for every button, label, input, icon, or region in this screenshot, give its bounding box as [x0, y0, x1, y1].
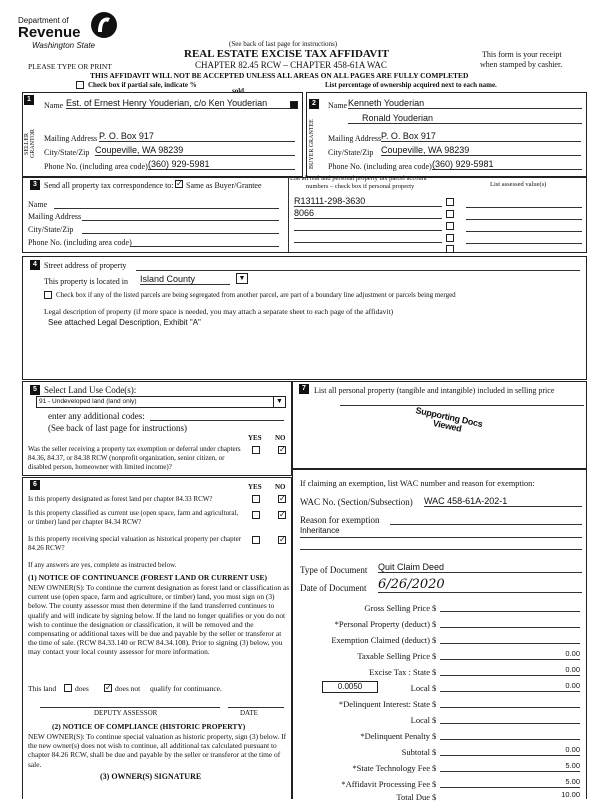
s5-see-back: (See back of last page for instructions)	[48, 423, 187, 433]
local-dollar: $	[432, 683, 437, 693]
seller-mailing-label: Mailing Address	[44, 134, 98, 143]
receipt-note-2: when stamped by cashier.	[480, 60, 563, 69]
land-use-chevron-down-icon[interactable]: ▼	[273, 397, 285, 407]
total-due-value[interactable]: 10.00	[561, 790, 580, 799]
personal-label: *Personal Property (deduct)	[334, 619, 430, 629]
dept-line2: Revenue	[18, 24, 81, 41]
pct-ownership-note: List percentage of ownership acquired next to each name.	[325, 81, 497, 89]
same-as-buyer-label: Same as Buyer/Grantee	[186, 181, 262, 190]
subtotal-label: Subtotal	[401, 747, 430, 757]
q2-yes-checkbox[interactable]	[252, 511, 260, 519]
date-line[interactable]	[228, 707, 284, 708]
s3-mailing-label: Mailing Address	[28, 212, 82, 221]
sold-label: sold.	[232, 87, 246, 95]
state-dollar: $	[432, 667, 437, 677]
deputy-assessor-label: DEPUTY ASSESSOR	[94, 709, 158, 717]
parcel-header-2: numbers – check box if personal property	[306, 183, 415, 190]
personal-dollar: $	[432, 619, 437, 629]
seller-name-dropdown-icon[interactable]	[290, 101, 298, 109]
buyer-mailing-field[interactable]: P. O. Box 917	[381, 131, 581, 142]
gross-dollar: $	[432, 603, 437, 613]
parcel-5-checkbox[interactable]	[446, 245, 454, 253]
does-label: does	[75, 684, 89, 693]
excise-state-label: Excise Tax : State	[369, 667, 430, 677]
tech-fee-dollar: $	[432, 763, 437, 773]
dor-logo	[18, 10, 128, 58]
buyer-side-label: BUYER GRANTEE	[309, 119, 315, 169]
county-dropdown-chevron-down-icon[interactable]: ▼	[236, 273, 248, 284]
does-not-checkbox[interactable]: ✓	[105, 683, 112, 692]
processing-fee-label: *Affidavit Processing Fee	[341, 779, 430, 789]
personal-property-line[interactable]	[340, 405, 584, 406]
parcel-2-checkbox[interactable]	[446, 210, 454, 218]
q3-no-checkbox[interactable]: ✓	[279, 535, 286, 544]
section-4-number: 4	[30, 260, 40, 270]
s5-no-checkbox[interactable]: ✓	[279, 445, 286, 454]
subtotal-value[interactable]: 0.00	[440, 745, 580, 756]
exemption-question: Was the seller receiving a property tax exemption or deferral under chapters 84.36, 84.37, or 84.38 RCW (nonprofit organization, senior citizen, or disabled person, homeowner with limited income)?	[28, 445, 241, 471]
seller-name-label: Name	[44, 101, 64, 110]
doc-type-field[interactable]: Quit Claim Deed	[378, 562, 582, 573]
deputy-assessor-line[interactable]	[40, 707, 220, 708]
local-value[interactable]: 0.00	[440, 681, 580, 692]
owner-signature-label: (3) OWNER(S) SIGNATURE	[100, 772, 202, 781]
form-title: REAL ESTATE EXCISE TAX AFFIDAVIT	[184, 48, 389, 60]
notice-continuance-body: NEW OWNER(S): To continue the current designation as forest land or classification as current use (open space, farm and agriculture, or timber) land, you must sign on (3) below. The county assessor must then determine if the land transferred continues to qualify and will indicate by signing below. If the land no longer qualifies or you do not wish to continue the designation or classification, it will be removed and the compensating or additional taxes will be due and payable by the seller or transferor at the time of sale. (RCW 84.33.140 or RCW 84.34.108). Prior to signing (3) below, you may contact your local county assessor for more information.	[28, 583, 290, 657]
q1-yes-checkbox[interactable]	[252, 495, 260, 503]
notice-continuance-title: (1) NOTICE OF CONTINUANCE (FOREST LAND OR CURRENT USE)	[28, 573, 268, 582]
additional-codes-label: enter any additional codes:	[48, 411, 145, 421]
dept-line1: Department of	[18, 16, 69, 25]
street-address-label: Street address of property	[44, 261, 127, 270]
land-use-select[interactable]	[36, 396, 286, 408]
s3-city-line[interactable]	[82, 233, 279, 234]
delinq-int-state-value[interactable]	[440, 697, 580, 708]
back-note: (See back of last page for instructions)	[229, 40, 338, 48]
seller-city-field[interactable]: Coupeville, WA 98239	[95, 145, 295, 156]
assessed-line-1[interactable]	[466, 207, 582, 208]
total-due-label: Total Due	[396, 792, 430, 802]
segregated-checkbox[interactable]	[44, 291, 52, 299]
reason-line-2[interactable]	[300, 537, 582, 538]
this-land-label: This land	[28, 684, 57, 693]
exemption-value[interactable]	[440, 633, 580, 644]
seller-phone-field[interactable]: (360) 929-5981	[148, 159, 295, 170]
located-in-label: This property is located in	[44, 277, 128, 286]
total-dollar: $	[432, 792, 437, 802]
assessed-line-4[interactable]	[466, 243, 582, 244]
s3-mailing-line[interactable]	[82, 220, 279, 221]
receipt-note-1: This form is your receipt	[482, 50, 562, 59]
assessed-line-2[interactable]	[466, 219, 582, 220]
parcel-3-checkbox[interactable]	[446, 222, 454, 230]
section-5-number: 5	[30, 385, 40, 395]
delinq-penalty-value[interactable]	[440, 729, 580, 740]
does-checkbox[interactable]	[64, 684, 72, 692]
buyer-phone-label: Phone No. (including area code)	[328, 162, 432, 171]
exemption-dollar: $	[432, 635, 437, 645]
s6-no-header: NO	[275, 483, 286, 491]
legal-description-value[interactable]: See attached Legal Description, Exhibit "A"	[48, 318, 201, 327]
s3-phone-label: Phone No. (including area code)	[28, 238, 132, 247]
reason-label: Reason for exemption	[300, 515, 380, 525]
land-use-selected-value: 91 - Undeveloped land (land only)	[39, 398, 137, 405]
section-6-number: 6	[30, 480, 40, 490]
section-2-number: 2	[309, 99, 319, 109]
taxable-label: Taxable Selling Price	[357, 651, 430, 661]
doc-date-field[interactable]: 6/26/2020	[378, 577, 582, 593]
s3-name-line[interactable]	[54, 208, 279, 209]
s3-divider	[288, 177, 289, 253]
notice-compliance-body: NEW OWNER(S): To continue special valuation as historic property, sign (3) below. If the new owner(s) does not wish to continue, all additional tax calculated pursuant to chapter 84.26 RCW, shall be due and payable by the seller or transferor at the time of sale.	[28, 732, 287, 769]
processing-fee-value[interactable]: 5.00	[440, 777, 580, 788]
buyer-name-label: Name	[328, 101, 348, 110]
seller-mailing-field[interactable]: P. O. Box 917	[99, 131, 295, 142]
buyer-mailing-label: Mailing Address	[328, 134, 382, 143]
parcel-header-1: List all real and personal property tax parcel account	[290, 175, 427, 182]
please-type: PLEASE TYPE OR PRINT	[28, 62, 112, 71]
street-address-line[interactable]	[136, 270, 580, 271]
gross-label: Gross Selling Price	[364, 603, 430, 613]
if-yes-instructions: If any answers are yes, complete as instructed below.	[28, 561, 177, 569]
reason-line-1[interactable]	[390, 524, 582, 525]
tech-fee-value[interactable]: 5.00	[440, 761, 580, 772]
parcel-row-2[interactable]: 8066	[294, 208, 442, 219]
buyer-city-field[interactable]: Coupeville, WA 98239	[381, 145, 581, 156]
gross-value[interactable]	[440, 601, 580, 612]
s3-name-label: Name	[28, 200, 48, 209]
qualify-label: qualify for continuance.	[150, 684, 222, 693]
personal-value[interactable]	[440, 617, 580, 628]
processing-fee-dollar: $	[432, 779, 437, 789]
doc-type-label: Type of Document	[300, 565, 368, 575]
q1-no-checkbox[interactable]: ✓	[279, 494, 286, 503]
additional-codes-line[interactable]	[150, 420, 284, 421]
county-field[interactable]: Island County	[140, 274, 230, 285]
q2-no-checkbox[interactable]: ✓	[279, 510, 286, 519]
reason-field[interactable]: Inheritance	[300, 526, 340, 535]
subtotal-dollar: $	[432, 747, 437, 757]
date-label: DATE	[240, 709, 258, 717]
parcel-row-3[interactable]	[294, 220, 442, 231]
parcel-row-4[interactable]	[294, 232, 442, 243]
assessed-line-3[interactable]	[466, 231, 582, 232]
assessed-header: List assessed value(s)	[490, 181, 547, 188]
delinq-penalty-dollar: $	[432, 731, 437, 741]
section-7-number: 7	[299, 384, 309, 394]
parcel-row-1[interactable]: R13111-298-3630	[294, 196, 442, 207]
partial-sale-label: Check box if partial sale, indicate %	[88, 81, 197, 89]
reason-line-3[interactable]	[300, 549, 582, 550]
exemption-claim-label: If claiming an exemption, list WAC number and reason for exemption:	[300, 479, 535, 488]
parcel-4-checkbox[interactable]	[446, 234, 454, 242]
does-not-label: does not	[115, 684, 141, 693]
dor-logo-icon	[90, 10, 118, 40]
section-3-number: 3	[30, 180, 40, 190]
q3-yes-checkbox[interactable]	[252, 536, 260, 544]
s5-no-header: NO	[275, 434, 286, 442]
historic-question: Is this property receiving special valuation as historical property per chapter 84.26 RCW?	[28, 535, 242, 552]
s5-yes-header: YES	[248, 434, 262, 442]
taxable-dollar: $	[432, 651, 437, 661]
excise-state-value[interactable]: 0.00	[440, 665, 580, 676]
same-as-buyer-checkbox[interactable]: ✓	[176, 179, 183, 188]
dept-line3: Washington State	[32, 41, 96, 50]
seller-side-label: SELLER GRANTOR	[24, 129, 36, 159]
delinq-int-local-dollar: $	[432, 715, 437, 725]
segregated-label: Check box if any of the listed parcels are being segregated from another parcel, are part of a boundary line adjustment or parcels being merged	[56, 291, 456, 299]
s3-city-label: City/State/Zip	[28, 225, 74, 234]
personal-property-label: List all personal property (tangible and intangible) included in selling price	[314, 386, 555, 395]
forest-land-question: Is this property designated as forest land per chapter 84.33 RCW?	[28, 495, 213, 503]
s3-phone-line[interactable]	[130, 246, 279, 247]
local-rate-field[interactable]: 0.0050	[322, 681, 378, 693]
seller-phone-label: Phone No. (including area code)	[44, 162, 148, 171]
taxable-value[interactable]: 0.00	[440, 649, 580, 660]
exemption-claimed-label: Exemption Claimed (deduct)	[331, 635, 430, 645]
parcel-1-checkbox[interactable]	[446, 198, 454, 206]
legal-description-label: Legal description of property (if more space is needed, you may attach a separate sheet to each page of the affidavit)	[44, 307, 394, 316]
wac-field[interactable]: WAC 458-61A-202-1	[424, 496, 582, 507]
seller-city-label: City/State/Zip	[44, 148, 90, 157]
current-use-question: Is this property classified as current use (open space, farm and agricultural, or timber) land per chapter 84.34 RCW?	[28, 509, 239, 526]
select-land-use-label: Select Land Use Code(s):	[44, 385, 137, 395]
doc-date-label: Date of Document	[300, 583, 367, 593]
buyer-name2-field[interactable]: Ronald Youderian	[348, 113, 582, 124]
not-accepted-warning: THIS AFFIDAVIT WILL NOT BE ACCEPTED UNLESS ALL AREAS ON ALL PAGES ARE FULLY COMPLETED	[90, 71, 469, 80]
buyer-city-label: City/State/Zip	[328, 148, 374, 157]
delinq-penalty-label: *Delinquent Penalty	[360, 731, 430, 741]
delinq-int-state-label: *Delinquent Interest: State	[338, 699, 430, 709]
buyer-name1-field[interactable]: Kenneth Youderian	[348, 98, 582, 109]
tech-fee-label: *State Technology Fee	[352, 763, 430, 773]
delinq-int-local-label: Local	[410, 715, 430, 725]
local-label: Local	[410, 683, 430, 693]
s5-yes-checkbox[interactable]	[252, 446, 260, 454]
wac-label: WAC No. (Section/Subsection)	[300, 497, 413, 507]
form-chapter: CHAPTER 82.45 RCW – CHAPTER 458-61A WAC	[195, 60, 387, 70]
section-1-number: 1	[24, 95, 34, 105]
send-correspondence-label: Send all property tax correspondence to:	[44, 181, 174, 190]
notice-compliance-title: (2) NOTICE OF COMPLIANCE (HISTORIC PROPERTY)	[52, 722, 246, 731]
s6-yes-header: YES	[248, 483, 262, 491]
buyer-phone-field[interactable]: (360) 929-5981	[432, 159, 582, 170]
delinq-int-state-dollar: $	[432, 699, 437, 709]
partial-sale-checkbox[interactable]	[76, 81, 84, 89]
supporting-docs-stamp: Supporting Docs Viewed	[414, 405, 484, 434]
seller-name-field[interactable]: Est. of Ernest Henry Youderian, c/o Ken Youderian	[66, 98, 292, 109]
delinq-int-local-value[interactable]	[440, 713, 580, 724]
